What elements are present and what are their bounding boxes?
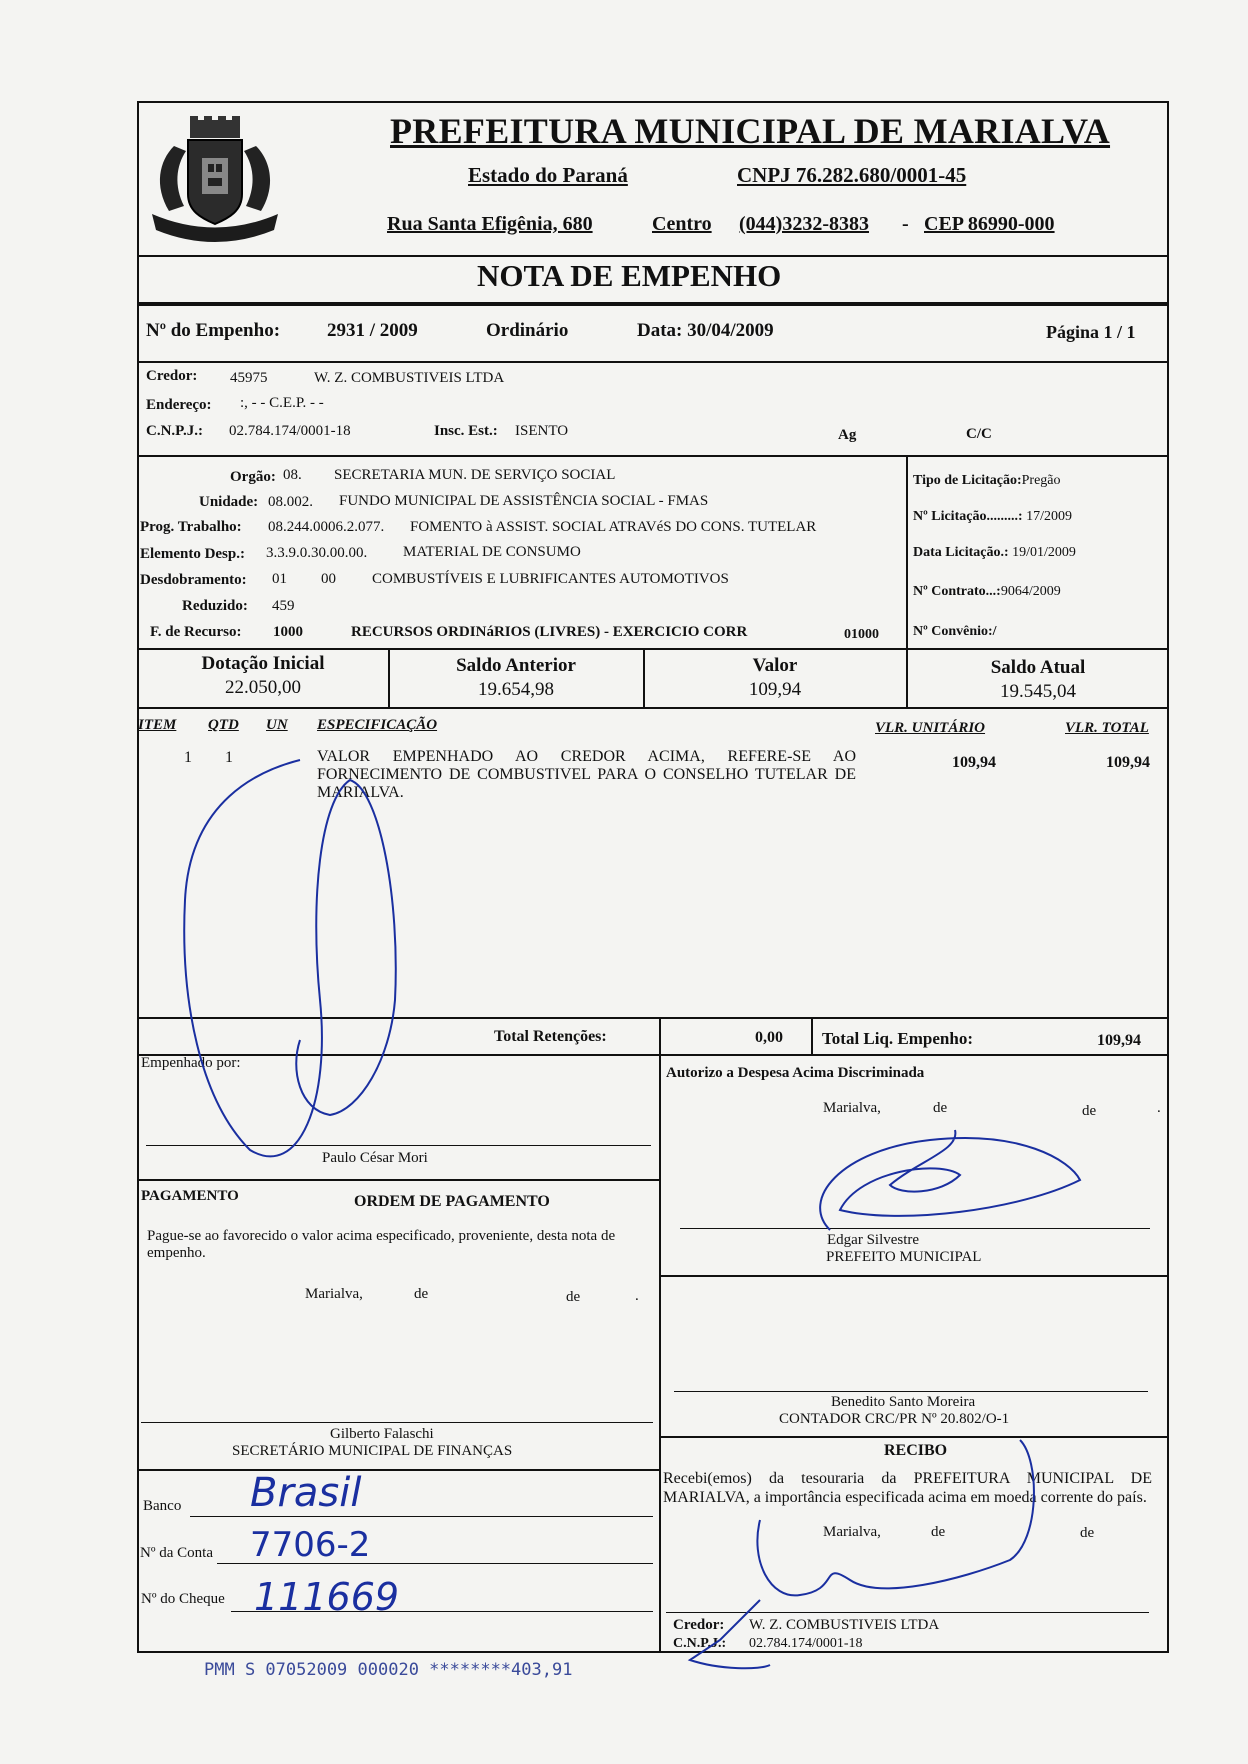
prog-desc: FOMENTO à ASSIST. SOCIAL ATRAVéS DO CONS. TUTELAR	[410, 519, 817, 535]
col-spec: ESPECIFICAÇÃO	[317, 717, 438, 733]
document-title: NOTA DE EMPENHO	[477, 258, 782, 293]
header-separator: -	[902, 213, 909, 235]
pagamento-city: Marialva,	[305, 1286, 363, 1302]
recibo-text: Recebi(emos) da tesouraria da PREFEITURA MUNICIPAL DE MARIALVA, a importância especificada acima em moeda corrente do país.	[663, 1470, 1152, 1506]
recurso-desc: RECURSOS ORDINáRIOS (LIVRES) - EXERCICIO CORR	[351, 624, 748, 640]
autorizo-dot: .	[1157, 1100, 1161, 1116]
licitacao-num	[913, 509, 1072, 525]
signature-line	[141, 1422, 653, 1423]
row-vlr-total: 109,94	[1106, 754, 1150, 771]
tipo-licitacao-value: Pregão	[1021, 473, 1061, 488]
machine-stamp: PMM S 07052009 000020 ********403,91	[204, 1660, 573, 1680]
unidade-label: Unidade:	[199, 494, 259, 510]
totals-divider	[659, 1018, 661, 1054]
header-state: Estado do Paraná	[468, 163, 628, 187]
empenho-label: Nº do Empenho:	[146, 320, 281, 341]
desdob-code-2: 00	[321, 571, 336, 587]
orgao-label: Orgão:	[230, 469, 276, 485]
divider	[137, 255, 1169, 257]
liq-label: Total Liq. Empenho:	[822, 1029, 973, 1048]
insc-label: Insc. Est.:	[434, 423, 498, 439]
signature-line	[680, 1228, 1150, 1229]
valor-label: Valor	[752, 655, 798, 676]
contador-role: CONTADOR CRC/PR Nº 20.802/O-1	[779, 1411, 1010, 1427]
divider	[137, 1469, 659, 1471]
cheque-value: 111669	[254, 1575, 400, 1619]
contrato-value: 9064/2009	[1000, 584, 1061, 599]
empenho-date: Data: 30/04/2009	[637, 320, 774, 341]
recibo-cnpj-label: C.N.P.J.:	[673, 1636, 727, 1651]
desdob-desc: COMBUSTÍVEIS E LUBRIFICANTES AUTOMOTIVOS	[372, 571, 729, 587]
address-value: :, - - C.E.P. - -	[240, 395, 324, 411]
tipo-licitacao-text: Tipo de Licitação:	[913, 473, 1022, 488]
page-number: Página 1 / 1	[1046, 322, 1136, 342]
recurso-label: F. de Recurso:	[150, 624, 242, 640]
cnpj-label: C.N.P.J.:	[146, 423, 203, 439]
licitacao-num-value: 17/2009	[1026, 509, 1072, 524]
divider	[137, 648, 1169, 650]
autorizo-label: Autorizo a Despesa Acima Discriminada	[666, 1065, 925, 1081]
saldo-anterior-label: Saldo Anterior	[456, 655, 576, 676]
col-vlr-total: VLR. TOTAL	[1065, 720, 1149, 736]
banco-label: Banco	[143, 1498, 182, 1514]
retencoes-value: 0,00	[755, 1029, 783, 1046]
budget-column-divider	[906, 456, 908, 648]
orgao-code: 08.	[283, 467, 302, 483]
header-cep: CEP 86990-000	[924, 213, 1055, 235]
elemento-code: 3.3.9.0.30.00.00.	[266, 545, 368, 561]
header-title: PREFEITURA MUNICIPAL DE MARIALVA	[390, 111, 1111, 151]
unidade-code: 08.002.	[268, 494, 313, 510]
credor-code: 45975	[230, 370, 268, 386]
divider	[137, 1017, 1169, 1019]
prefeito-signer: Edgar Silvestre	[827, 1232, 920, 1248]
elemento-label: Elemento Desp.:	[140, 546, 245, 562]
header-phone: (044)3232-8383	[739, 213, 869, 235]
divider	[137, 1054, 1169, 1056]
divider	[659, 1436, 1169, 1438]
row-item: 1	[184, 749, 192, 766]
dotacao-value: 22.050,00	[225, 677, 301, 698]
dotacao-label: Dotação Inicial	[201, 653, 325, 674]
contrato-label: Nº Contrato...:	[913, 584, 1001, 599]
licitacao-num-label: Nº Licitação.........:	[913, 509, 1023, 524]
cc-label: C/C	[966, 426, 992, 442]
pagamento-de-2: de	[566, 1289, 581, 1305]
divider	[137, 1179, 659, 1181]
address-label: Endereço:	[146, 397, 212, 413]
recibo-credor-label: Credor:	[673, 1617, 725, 1633]
recurso-code: 1000	[273, 624, 303, 640]
divider	[137, 707, 1169, 709]
empenho-type: Ordinário	[486, 320, 569, 341]
unidade-desc: FUNDO MUNICIPAL DE ASSISTÊNCIA SOCIAL - FMAS	[339, 493, 709, 509]
divider	[137, 455, 1169, 457]
desdob-label: Desdobramento:	[140, 572, 247, 588]
crest-logo	[144, 106, 286, 248]
row-vlr-unit: 109,94	[952, 754, 996, 771]
recibo-de-1: de	[931, 1524, 946, 1540]
saldo-atual-value: 19.545,04	[1000, 681, 1076, 702]
reduzido-label: Reduzido:	[182, 598, 248, 614]
row-qtd: 1	[225, 749, 233, 766]
banco-value: Brasil	[250, 1470, 362, 1516]
empenhado-label: Empenhado por:	[141, 1055, 241, 1071]
banco-line	[190, 1516, 653, 1517]
desdob-code-1: 01	[272, 571, 287, 587]
col-qtd: QTD	[208, 717, 239, 733]
prefeito-role: PREFEITO MUNICIPAL	[826, 1249, 982, 1265]
empenho-number: 2931 / 2009	[327, 320, 418, 341]
convenio-label: Nº Convênio:/	[913, 624, 997, 639]
saldo-anterior-value: 19.654,98	[478, 679, 554, 700]
licitacao-data	[913, 545, 1076, 561]
licitacao-data-value: 19/01/2009	[1012, 545, 1076, 560]
signature-line	[146, 1145, 651, 1146]
col-item: ITEM	[138, 717, 177, 733]
licitacao-data-label: Data Licitação.:	[913, 545, 1009, 560]
retencoes-label: Total Retenções:	[494, 1028, 607, 1045]
financas-role: SECRETÁRIO MUNICIPAL DE FINANÇAS	[232, 1443, 513, 1459]
recibo-cnpj-value: 02.784.174/0001-18	[749, 1636, 863, 1651]
credor-name: W. Z. COMBUSTIVEIS LTDA	[314, 370, 505, 386]
recibo-label: RECIBO	[884, 1442, 948, 1459]
orgao-desc: SECRETARIA MUN. DE SERVIÇO SOCIAL	[334, 467, 616, 483]
financas-signer: Gilberto Falaschi	[330, 1426, 434, 1442]
empenhado-signer: Paulo César Mori	[322, 1150, 428, 1166]
valor-value: 109,94	[748, 679, 802, 700]
pagamento-label: PAGAMENTO	[141, 1188, 239, 1204]
credor-label: Credor:	[146, 368, 198, 384]
header-cnpj: CNPJ 76.282.680/0001-45	[737, 163, 967, 187]
col-un: UN	[266, 717, 288, 733]
autorizo-city: Marialva,	[823, 1100, 881, 1116]
divider	[137, 302, 1169, 306]
cheque-label: Nº do Cheque	[141, 1591, 225, 1607]
elemento-desc: MATERIAL DE CONSUMO	[403, 544, 581, 560]
signature-line	[666, 1612, 1149, 1613]
recibo-city: Marialva,	[823, 1524, 881, 1540]
crest-icon	[144, 106, 286, 248]
divider	[137, 361, 1169, 363]
divider	[659, 1275, 1169, 1277]
autorizo-de-2: de	[1082, 1103, 1097, 1119]
pagamento-text: Pague-se ao favorecido o valor acima especificado, proveniente, desta nota de empenho.	[147, 1228, 616, 1261]
tipo-licitacao-label	[913, 473, 1061, 489]
contrato	[913, 584, 1061, 600]
insc-value: ISENTO	[515, 423, 569, 439]
lower-center-divider	[659, 1055, 661, 1653]
pagamento-dot: .	[635, 1288, 639, 1304]
liq-value: 109,94	[1097, 1032, 1141, 1049]
prog-label: Prog. Trabalho:	[140, 519, 242, 535]
contador-signer: Benedito Santo Moreira	[831, 1394, 976, 1410]
reduzido-value: 459	[272, 598, 295, 614]
signature-line	[674, 1391, 1148, 1392]
cnpj-value: 02.784.174/0001-18	[229, 423, 351, 439]
recibo-de-2: de	[1080, 1525, 1095, 1541]
ag-label: Ag	[838, 427, 857, 443]
totals-divider	[811, 1018, 813, 1054]
pagamento-de-1: de	[414, 1286, 429, 1302]
recurso-num: 01000	[844, 627, 879, 642]
header-district: Centro	[652, 213, 712, 235]
conta-label: Nº da Conta	[140, 1545, 213, 1561]
saldo-atual-label: Saldo Atual	[990, 657, 1086, 678]
prog-code: 08.244.0006.2.077.	[268, 519, 385, 535]
row-spec: VALOR EMPENHADO AO CREDOR ACIMA, REFERE-SE AO FORNECIMENTO DE COMBUSTIVEL PARA O CONSELHO TUTELAR DE MARIALVA.	[317, 748, 856, 801]
header-address: Rua Santa Efigênia, 680	[387, 213, 593, 235]
ordem-pagamento-label: ORDEM DE PAGAMENTO	[354, 1193, 550, 1210]
conta-value: 7706-2	[250, 1525, 371, 1565]
recibo-credor-value: W. Z. COMBUSTIVEIS LTDA	[749, 1617, 940, 1633]
autorizo-de-1: de	[933, 1100, 948, 1116]
col-vlr-unit: VLR. UNITÁRIO	[875, 720, 986, 736]
